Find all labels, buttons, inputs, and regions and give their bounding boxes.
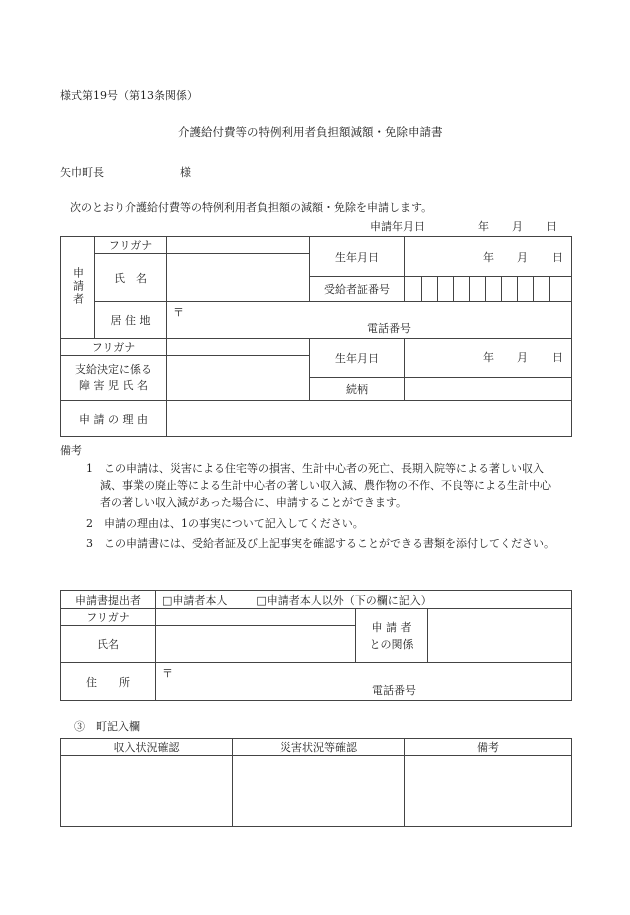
recipient-digit[interactable] <box>533 277 549 301</box>
applicant-table <box>60 236 572 437</box>
applicant-furigana-field[interactable] <box>167 237 310 254</box>
applicant-address-label: 居 住 地 <box>95 302 167 339</box>
applicant-birth-day: 日 <box>552 251 563 264</box>
applicant-phone-label: 電話番号 <box>367 322 411 335</box>
submitter-label: 申請書提出者 <box>61 591 156 609</box>
option-other[interactable]: □申請者本人以外（下の欄に記入） <box>256 593 432 607</box>
office-income-field[interactable] <box>61 756 233 827</box>
application-date-label: 申請年月日 <box>370 220 425 233</box>
recipient-digit[interactable] <box>469 277 485 301</box>
form-number: 様式第19号（第13条関係） <box>60 89 198 102</box>
application-date-month: 月 <box>512 220 523 233</box>
office-col-remarks: 備考 <box>405 739 572 756</box>
child-name-field[interactable] <box>167 356 310 401</box>
office-disaster-field[interactable] <box>233 756 405 827</box>
notes-heading: 備考 <box>60 444 82 457</box>
applicant-birth-month: 月 <box>517 251 528 264</box>
office-col-disaster: 災害状況等確認 <box>233 739 405 756</box>
note-line: 1 この申請は、災害による住宅等の損害、生計中心者の死亡、長期入院等による著しい収入 <box>86 462 544 475</box>
child-furigana-label: フリガナ <box>61 339 167 356</box>
application-date-year: 年 <box>478 220 489 233</box>
office-col-income: 収入状況確認 <box>61 739 233 756</box>
relation-label: 続柄 <box>310 378 405 401</box>
office-remarks-field[interactable] <box>405 756 572 827</box>
recipient-number-field[interactable] <box>405 277 572 302</box>
recipient-digit[interactable] <box>405 277 421 301</box>
submitter-relation-line1: 申 請 者 <box>371 620 412 634</box>
submitter-postal-mark: 〒 <box>162 667 173 680</box>
applicant-section-label: 申請者 <box>61 237 95 339</box>
recipient-digit[interactable] <box>421 277 437 301</box>
submitter-options <box>156 591 572 609</box>
child-name-line1: 支給決定に係る <box>75 363 152 376</box>
applicant-address-field[interactable] <box>167 302 572 339</box>
honorific: 様 <box>180 166 191 179</box>
recipient-digit[interactable] <box>437 277 453 301</box>
application-date-day: 日 <box>546 220 557 233</box>
child-birth-year: 年 <box>483 351 494 364</box>
submitter-table <box>60 590 572 701</box>
option-self[interactable]: □申請者本人 <box>162 593 228 607</box>
note-line: 減、事業の廃止等による生計中心者の著しい収入減、農作物の不作、不良等による生計中心 <box>100 479 551 492</box>
note-line: 2 申請の理由は、1の事実について記入してください。 <box>86 517 364 530</box>
child-birth-field[interactable] <box>405 339 572 378</box>
child-birth-month: 月 <box>517 351 528 364</box>
child-birth-label: 生年月日 <box>310 339 405 378</box>
addressee: 矢巾町長 <box>60 166 104 179</box>
note-line: 者の著しい収入減があった場合に、申請することができます。 <box>100 496 408 509</box>
office-heading: ③ 町記入欄 <box>74 720 140 733</box>
submitter-phone-label: 電話番号 <box>372 684 416 697</box>
office-table <box>60 738 572 827</box>
applicant-birth-label: 生年月日 <box>310 237 405 277</box>
applicant-birth-year: 年 <box>483 251 494 264</box>
recipient-digit[interactable] <box>453 277 469 301</box>
child-birth-day: 日 <box>552 351 563 364</box>
submitter-name-field[interactable] <box>156 626 356 663</box>
reason-field[interactable] <box>167 401 572 437</box>
recipient-digit[interactable] <box>549 277 565 301</box>
child-furigana-field[interactable] <box>167 339 310 356</box>
applicant-name-field[interactable] <box>167 254 310 302</box>
note-line: 3 この申請書には、受給者証及び上記事実を確認することができる書類を添付してください。 <box>86 537 555 550</box>
recipient-digit[interactable] <box>501 277 517 301</box>
applicant-furigana-label: フリガナ <box>95 237 167 254</box>
submitter-relation-label <box>356 609 428 663</box>
child-name-line2: 障 害 児 氏 名 <box>79 379 148 392</box>
child-name-label <box>61 356 167 401</box>
intro-text: 次のとおり介護給付費等の特例利用者負担額の減額・免除を申請します。 <box>70 201 433 214</box>
page-title: 介護給付費等の特例利用者負担額減額・免除申請書 <box>178 125 443 139</box>
submitter-address-field[interactable] <box>156 663 572 701</box>
submitter-relation-line2: との関係 <box>369 637 414 651</box>
submitter-address-label: 住 所 <box>61 663 156 701</box>
relation-field[interactable] <box>405 378 572 401</box>
submitter-name-label: 氏名 <box>61 626 156 663</box>
applicant-name-label: 氏 名 <box>95 254 167 302</box>
submitter-furigana-field[interactable] <box>156 609 356 626</box>
submitter-furigana-label: フリガナ <box>61 609 156 626</box>
applicant-birth-field[interactable] <box>405 237 572 277</box>
reason-label: 申 請 の 理 由 <box>61 401 167 437</box>
applicant-postal-mark: 〒 <box>173 306 184 319</box>
recipient-digit[interactable] <box>485 277 501 301</box>
submitter-relation-field[interactable] <box>428 609 572 663</box>
recipient-digit[interactable] <box>517 277 533 301</box>
recipient-number-label: 受給者証番号 <box>310 277 405 302</box>
